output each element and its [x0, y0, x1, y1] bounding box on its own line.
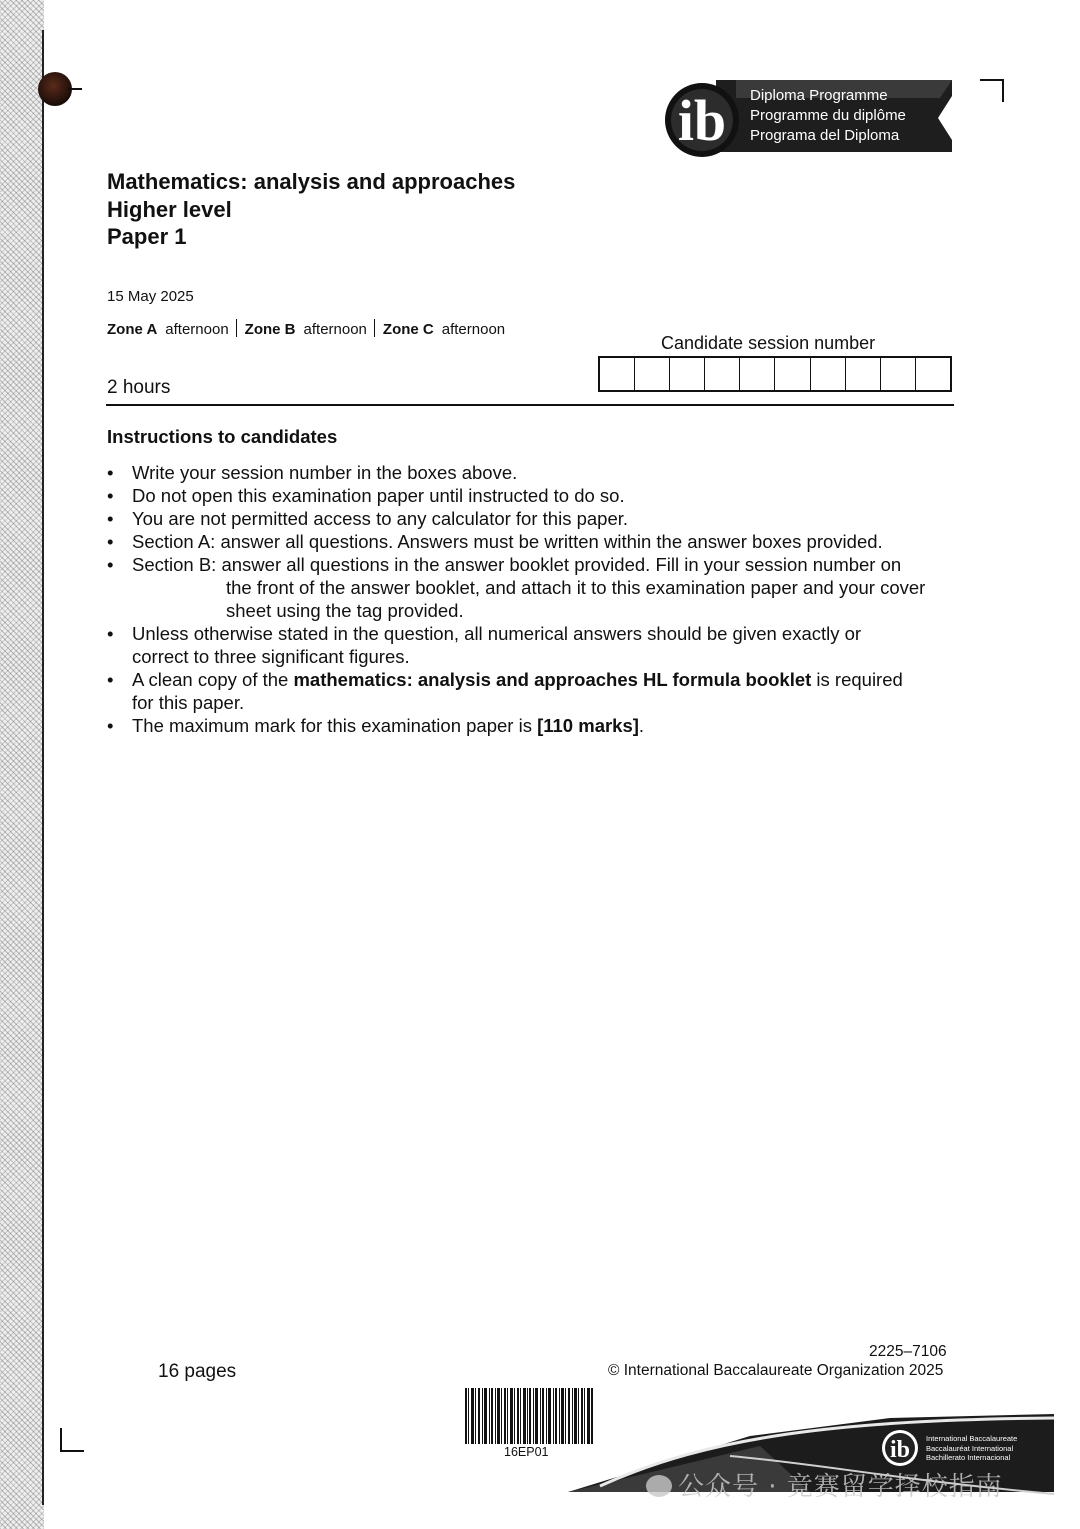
instructions-heading: Instructions to candidates [107, 426, 338, 447]
watermark-text: 公众号 · 竞赛留学择校指南 [678, 1472, 1003, 1502]
instruction-item [106, 714, 966, 737]
zone-c-label: Zone C [382, 321, 434, 338]
session-digit-box[interactable] [740, 358, 775, 390]
zone-separator [374, 319, 375, 337]
candidate-session-label: Candidate session number [661, 333, 876, 353]
instruction-text: Write your session number in the boxes above. [132, 462, 518, 483]
ib-logo-letters: ib [677, 88, 727, 153]
exam-zones [107, 319, 505, 338]
session-digit-box[interactable] [705, 358, 740, 390]
instruction-text: The maximum mark for this examination paper is [132, 715, 538, 736]
formula-booklet-name: mathematics: analysis and approaches HL formula booklet [293, 669, 812, 690]
header-divider [106, 404, 954, 406]
scanner-edge-line [42, 30, 44, 1505]
instruction-item [106, 668, 966, 714]
footer-ib-line-1: International Baccalaureate [926, 1434, 1018, 1443]
instruction-text: . [638, 715, 645, 736]
corner-mark-bottom-left-h [60, 1450, 84, 1452]
paper-code: 2225–7106 [869, 1343, 947, 1360]
corner-mark-top-right-v [1002, 79, 1004, 102]
ib-logo-line-3: Programa del Diploma [750, 127, 900, 144]
zone-a-label: Zone A [107, 321, 158, 338]
subject-title: Mathematics: analysis and approaches [107, 169, 516, 194]
instruction-text: is required [811, 669, 903, 690]
zone-separator [236, 319, 237, 337]
instruction-text: Do not open this examination paper until instructed to do so. [132, 485, 625, 506]
zone-a-time: afternoon [165, 321, 229, 338]
exam-title [107, 168, 515, 251]
instruction-text: • Unless otherwise stated in the question, all numerical answers should be given exactly or [132, 623, 862, 644]
session-digit-box[interactable] [775, 358, 810, 390]
ib-logo-line-2: Programme du diplôme [750, 107, 906, 124]
session-digit-box[interactable] [670, 358, 705, 390]
ib-logo-line-1: Diploma Programme [750, 87, 888, 104]
footer-ib-line-3: Bachillerato Internacional [926, 1453, 1011, 1462]
corner-mark-top-right [980, 79, 1004, 81]
barcode-number: 16EP01 [504, 1445, 549, 1459]
footer-ib-line-2: Baccalauréat International [926, 1443, 1014, 1453]
corner-mark-bottom-left [60, 1428, 62, 1452]
exam-duration: 2 hours [107, 377, 171, 398]
instruction-item [106, 622, 966, 668]
zone-c-time: afternoon [441, 321, 506, 338]
wechat-icon [646, 1475, 672, 1497]
watermark [646, 1466, 1003, 1503]
session-digit-box[interactable] [881, 358, 916, 390]
instruction-text: A clean copy of the [132, 669, 294, 690]
footer-ib-letters: ib [889, 1437, 911, 1463]
session-digit-box[interactable] [811, 358, 846, 390]
session-digit-box[interactable] [916, 358, 950, 390]
instruction-text-cont: sheet using the tag provided. [226, 600, 464, 621]
instruction-item [106, 553, 966, 622]
session-digit-box[interactable] [600, 358, 635, 390]
scanner-edge [0, 0, 44, 1529]
level-title: Higher level [107, 196, 232, 222]
instruction-item [106, 484, 966, 507]
instruction-item [106, 461, 966, 484]
candidate-session-boxes [598, 356, 952, 392]
paper-title: Paper 1 [107, 224, 187, 249]
ib-logo-text [750, 86, 950, 146]
session-digit-box[interactable] [846, 358, 881, 390]
zone-b-label: Zone B [244, 321, 296, 338]
instructions-list [106, 461, 966, 737]
session-digit-box[interactable] [635, 358, 670, 390]
instruction-text: Section A: answer all questions. Answers must be written within the answer boxes provided. [132, 531, 883, 552]
zone-b-time: afternoon [303, 321, 367, 338]
punch-tick [68, 88, 82, 90]
instruction-text: You are not permitted access to any calculator for this paper. [132, 508, 629, 529]
exam-date: 15 May 2025 [107, 288, 194, 305]
instruction-text-cont: the front of the answer booklet, and attach it to this examination paper and your cover [226, 577, 926, 598]
punch-hole [38, 72, 72, 106]
footer-ib-text [926, 1434, 1017, 1463]
copyright-notice: © International Baccalaureate Organization 2025 [608, 1362, 944, 1379]
page-count: 16 pages [158, 1361, 237, 1382]
instruction-item [106, 530, 966, 553]
instruction-text-cont: correct to three significant figures. [132, 646, 410, 667]
instruction-text: • Section B: answer all questions in the answer booklet provided. Fill in your session number on [132, 554, 902, 575]
max-marks: [110 marks] [537, 715, 639, 736]
instruction-text-cont: for this paper. [132, 692, 245, 713]
instruction-item [106, 507, 966, 530]
